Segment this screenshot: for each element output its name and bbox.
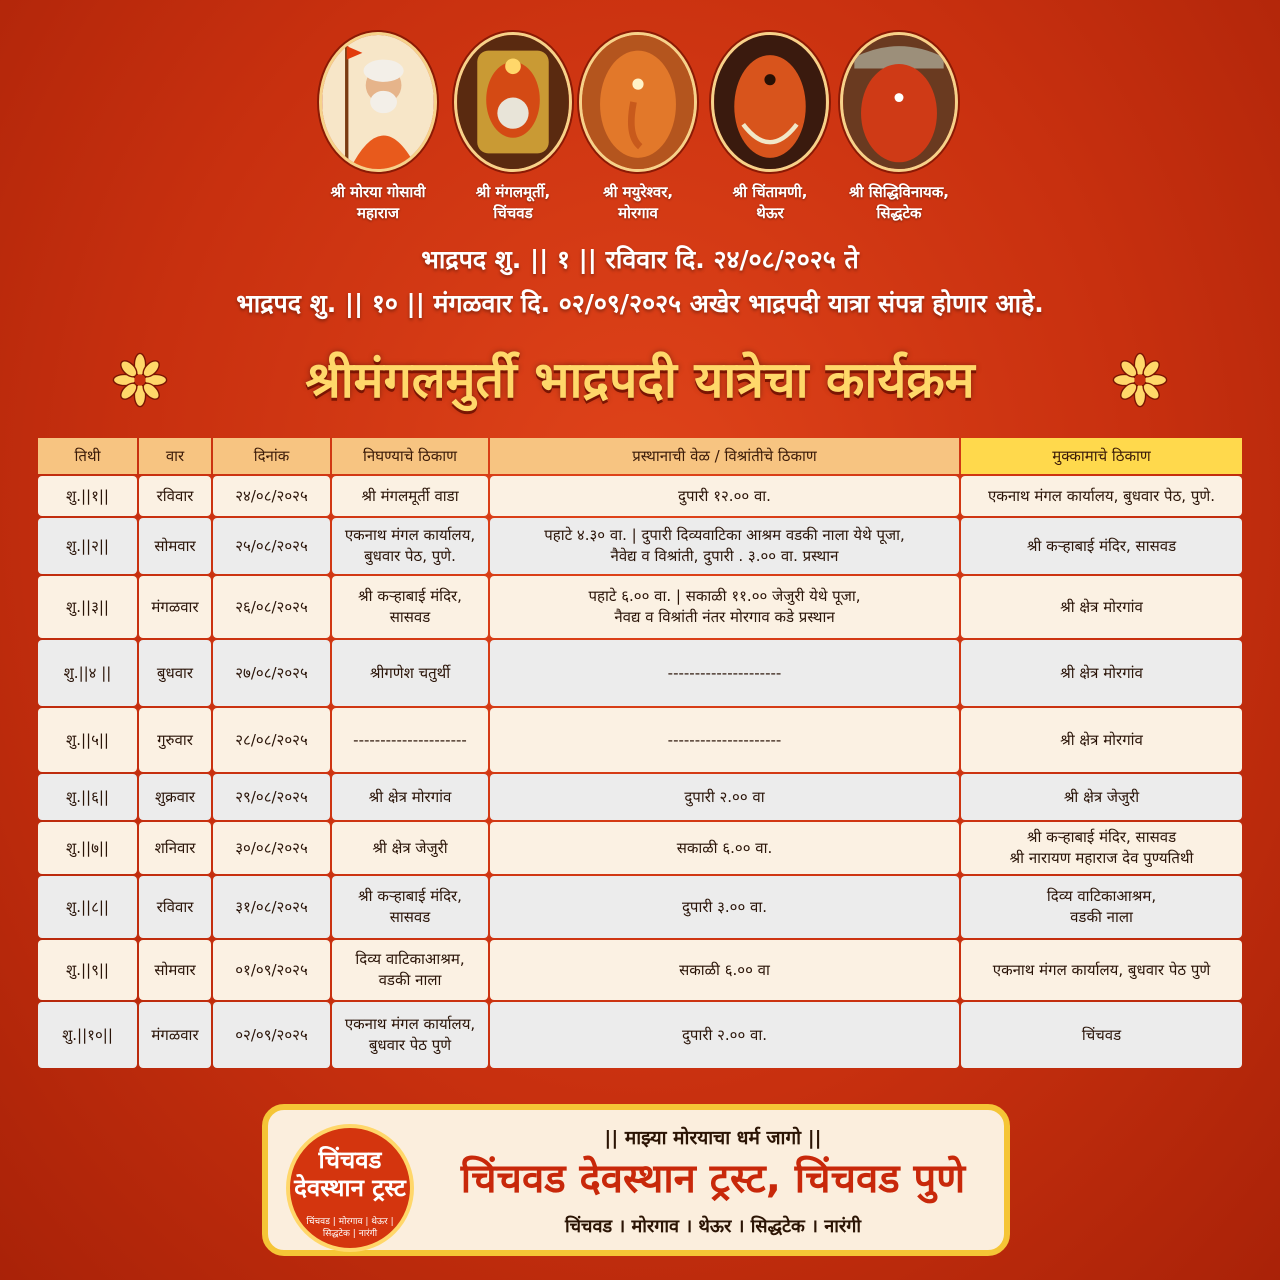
- tithi-cell: शु.||६||: [38, 774, 137, 820]
- column-header-departure: निघण्याचे ठिकाण: [332, 438, 488, 474]
- departure-cell: श्री मंगलमूर्ती वाडा: [332, 476, 488, 516]
- schedule-title: श्रीमंगलमुर्ती भाद्रपदी यात्रेचा कार्यक्रम: [305, 351, 975, 409]
- table-row: [38, 476, 1242, 516]
- table-row: [38, 822, 1242, 874]
- time-rest-cell: सकाळी ६.०० वा: [490, 940, 959, 1000]
- day-cell: सोमवार: [139, 940, 211, 1000]
- date-cell: २४/०८/२०२५: [213, 476, 330, 516]
- table-row: [38, 1002, 1242, 1068]
- deity-portrait: [454, 32, 572, 172]
- deity-portrait: [840, 32, 958, 172]
- date-cell: २९/०८/२०२५: [213, 774, 330, 820]
- deity-place: मोरगाव: [618, 204, 658, 222]
- deity-caption: [834, 182, 964, 224]
- deity-3: [573, 32, 703, 224]
- ganesha-idol-icon: [714, 35, 826, 169]
- departure-cell: श्री कऱ्हाबाई मंदिर, सासवड: [332, 576, 488, 638]
- trust-name: चिंचवड देवस्थान ट्रस्ट, चिंचवड पुणे: [460, 1156, 966, 1202]
- deity-caption: [448, 182, 578, 224]
- halt-cell: दिव्य वाटिकाआश्रम, वडकी नाला: [961, 876, 1242, 938]
- deity-gallery: [0, 32, 1280, 232]
- departure-cell: दिव्य वाटिकाआश्रम, वडकी नाला: [332, 940, 488, 1000]
- ganesha-idol-icon: [843, 35, 955, 169]
- day-cell: शुक्रवार: [139, 774, 211, 820]
- tithi-cell: शु.||९||: [38, 940, 137, 1000]
- tithi-cell: शु.||५||: [38, 708, 137, 772]
- day-cell: बुधवार: [139, 640, 211, 706]
- deity-portrait: [319, 32, 437, 172]
- deity-caption: [705, 182, 835, 224]
- halt-cell: श्री कऱ्हाबाई मंदिर, सासवड श्री नारायण महाराज देव पुण्यतिथी: [961, 822, 1242, 874]
- halt-cell: श्री क्षेत्र जेजुरी: [961, 774, 1242, 820]
- column-header-tithi: तिथी: [38, 438, 137, 474]
- table-row: [38, 940, 1242, 1000]
- date-cell: २७/०८/२०२५: [213, 640, 330, 706]
- departure-cell: श्री क्षेत्र जेजुरी: [332, 822, 488, 874]
- deity-place: महाराज: [357, 204, 399, 222]
- time-rest-cell: ---------------------: [490, 640, 959, 706]
- tithi-cell: शु.||८||: [38, 876, 137, 938]
- table-row: [38, 876, 1242, 938]
- deity-place: चिंचवड: [493, 204, 533, 222]
- flower-icon: [1112, 352, 1168, 408]
- time-rest-cell: पहाटे ४.३० वा. | दुपारी दिव्यवाटिका आश्रम वडकी नाला येथे पूजा, नैवेद्य व विश्रांती, दुपारी . ३.०० वा. प्रस्थान: [490, 518, 959, 574]
- ganesha-idol-icon: [582, 35, 694, 169]
- announcement-line-1: भाद्रपद शु. || १ || रविवार दि. २४/०८/२०२५ ते: [421, 245, 859, 274]
- tithi-cell: शु.||१०||: [38, 1002, 137, 1068]
- deity-place: सिद्धटेक: [876, 204, 922, 222]
- departure-cell: एकनाथ मंगल कार्यालय, बुधवार पेठ, पुणे.: [332, 518, 488, 574]
- footer-motto: || माझ्या मोरयाचा धर्म जागो ||: [604, 1127, 822, 1149]
- schedule-body: [38, 476, 1242, 1068]
- time-rest-cell: सकाळी ६.०० वा.: [490, 822, 959, 874]
- deity-name: श्री मयुरेश्वर,: [602, 183, 674, 201]
- trust-seal-logo: [286, 1124, 414, 1252]
- table-row: [38, 576, 1242, 638]
- deity-place: थेऊर: [756, 204, 784, 222]
- halt-cell: श्री क्षेत्र मोरगांव: [961, 640, 1242, 706]
- time-rest-cell: पहाटे ६.०० वा. | सकाळी ११.०० जेजुरी येथे पूजा, नैवद्य व विश्रांती नंतर मोरगाव कडे प्रस्थान: [490, 576, 959, 638]
- departure-cell: श्री कऱ्हाबाई मंदिर, सासवड: [332, 876, 488, 938]
- date-cell: २८/०८/२०२५: [213, 708, 330, 772]
- column-header-halt: मुक्कामाचे ठिकाण: [961, 438, 1242, 474]
- date-cell: ०२/०९/२०२५: [213, 1002, 330, 1068]
- seal-places: चिंचवड | मोरगाव | थेऊर | सिद्धटेक | नारंगी: [306, 1217, 394, 1239]
- tithi-cell: शु.||३||: [38, 576, 137, 638]
- sage-icon: [322, 35, 434, 169]
- deity-name: श्री मोरया गोसावी: [330, 183, 426, 201]
- deity-portrait: [711, 32, 829, 172]
- column-header-time-rest: प्रस्थानाची वेळ / विश्रांतीचे ठिकाण: [490, 438, 959, 474]
- announcement-line-2: भाद्रपद शु. || १० || मंगळवार दि. ०२/०९/२०२५ अखेर भाद्रपदी यात्रा संपन्न होणार आहे.: [236, 289, 1044, 318]
- deity-caption: [573, 182, 703, 224]
- day-cell: रविवार: [139, 476, 211, 516]
- day-cell: मंगळवार: [139, 576, 211, 638]
- halt-cell: एकनाथ मंगल कार्यालय, बुधवार पेठ, पुणे.: [961, 476, 1242, 516]
- time-rest-cell: दुपारी ३.०० वा.: [490, 876, 959, 938]
- day-cell: शनिवार: [139, 822, 211, 874]
- deity-name: श्री चिंतामणी,: [732, 183, 808, 201]
- day-cell: गुरुवार: [139, 708, 211, 772]
- departure-cell: श्रीगणेश चतुर्थी: [332, 640, 488, 706]
- halt-cell: श्री क्षेत्र मोरगांव: [961, 576, 1242, 638]
- tithi-cell: शु.||१||: [38, 476, 137, 516]
- halt-cell: श्री क्षेत्र मोरगांव: [961, 708, 1242, 772]
- column-header-date: दिनांक: [213, 438, 330, 474]
- table-row: [38, 708, 1242, 772]
- footer-banner: [262, 1104, 1010, 1256]
- day-cell: सोमवार: [139, 518, 211, 574]
- deity-4: [705, 32, 835, 224]
- tithi-cell: शु.||७||: [38, 822, 137, 874]
- halt-cell: चिंचवड: [961, 1002, 1242, 1068]
- table-row: [38, 518, 1242, 574]
- date-cell: ३१/०८/२०२५: [213, 876, 330, 938]
- deity-portrait: [579, 32, 697, 172]
- schedule-table: [36, 436, 1244, 1070]
- time-rest-cell: ---------------------: [490, 708, 959, 772]
- date-cell: २६/०८/२०२५: [213, 576, 330, 638]
- date-cell: ३०/०८/२०२५: [213, 822, 330, 874]
- deity-name: श्री सिद्धिविनायक,: [849, 183, 949, 201]
- date-cell: ०१/०९/२०२५: [213, 940, 330, 1000]
- day-cell: रविवार: [139, 876, 211, 938]
- deity-caption: [313, 182, 443, 224]
- halt-cell: श्री कऱ्हाबाई मंदिर, सासवड: [961, 518, 1242, 574]
- trust-places: चिंचवड । मोरगाव । थेऊर । सिद्धटेक । नारंगी: [564, 1216, 862, 1237]
- departure-cell: श्री क्षेत्र मोरगांव: [332, 774, 488, 820]
- time-rest-cell: दुपारी २.०० वा: [490, 774, 959, 820]
- table-row: [38, 774, 1242, 820]
- table-header-row: [38, 438, 1242, 474]
- date-cell: २५/०८/२०२५: [213, 518, 330, 574]
- ganesha-idol-icon: [457, 35, 569, 169]
- table-row: [38, 640, 1242, 706]
- column-header-day: वार: [139, 438, 211, 474]
- tithi-cell: शु.||४ ||: [38, 640, 137, 706]
- deity-5: [834, 32, 964, 224]
- departure-cell: ---------------------: [332, 708, 488, 772]
- departure-cell: एकनाथ मंगल कार्यालय, बुधवार पेठ पुणे: [332, 1002, 488, 1068]
- deity-name: श्री मंगलमूर्ती,: [475, 183, 551, 201]
- seal-text: चिंचवड देवस्थान ट्रस्ट: [294, 1146, 406, 1202]
- day-cell: मंगळवार: [139, 1002, 211, 1068]
- time-rest-cell: दुपारी १२.०० वा.: [490, 476, 959, 516]
- deity-1: [313, 32, 443, 224]
- deity-2: [448, 32, 578, 224]
- halt-cell: एकनाथ मंगल कार्यालय, बुधवार पेठ पुणे: [961, 940, 1242, 1000]
- tithi-cell: शु.||२||: [38, 518, 137, 574]
- time-rest-cell: दुपारी २.०० वा.: [490, 1002, 959, 1068]
